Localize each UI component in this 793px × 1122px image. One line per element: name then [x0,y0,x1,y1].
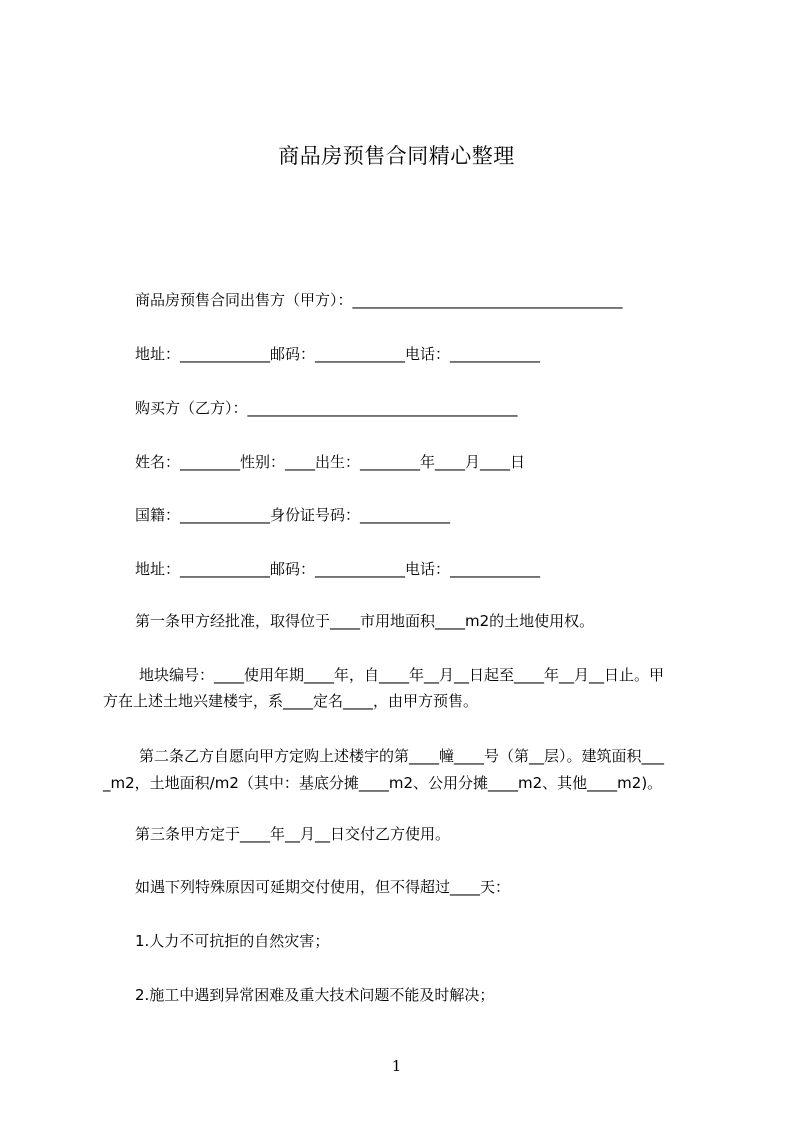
buyer-line: 购买方（乙方）：____________________________________ [135,399,518,417]
article-1-line: 第一条甲方经批准，取得位于____市用地面积____m2的土地使用权。 [135,612,595,630]
seller-address-line: 地址：____________邮码：____________电话：____________ [135,345,541,363]
land-parcel-line-2: 方在上述土地兴建楼宇，系____定名____，由甲方预售。 [103,692,479,710]
delay-condition-line: 如遇下列特殊原因可延期交付使用，但不得超过____天： [135,878,511,896]
buyer-address-line: 地址：____________邮码：____________电话：____________ [135,560,541,578]
buyer-nationality-line: 国籍：____________身份证号码：____________ [135,506,451,524]
buyer-name-line: 姓名：________性别：____出生：________年____月____日 [135,453,526,471]
condition-item-2: 2.施工中遇到异常困难及重大技术问题不能及时解决； [135,986,495,1004]
article-2-line-1: 第二条乙方自愿向甲方定购上述楼宇的第____幢____号（第__层）。建筑面积___ [139,747,665,765]
condition-item-1: 1.人力不可抗拒的自然灾害； [135,932,330,950]
article-3-line: 第三条甲方定于____年__月__日交付乙方使用。 [135,825,451,843]
article-2-line-2: _m2，土地面积/m2（其中：基底分摊____m2、公用分摊____m2、其他____m2)。 [103,774,663,792]
page-number: 1 [391,1057,402,1075]
seller-line: 商品房预售合同出售方（甲方）：____________________________________ [135,291,623,309]
land-parcel-line-1: 地块编号：____使用年期____年，自____年__月__日起至____年__月__日止。甲 [139,666,665,684]
document-title: 商品房预售合同精心整理 [278,144,515,168]
